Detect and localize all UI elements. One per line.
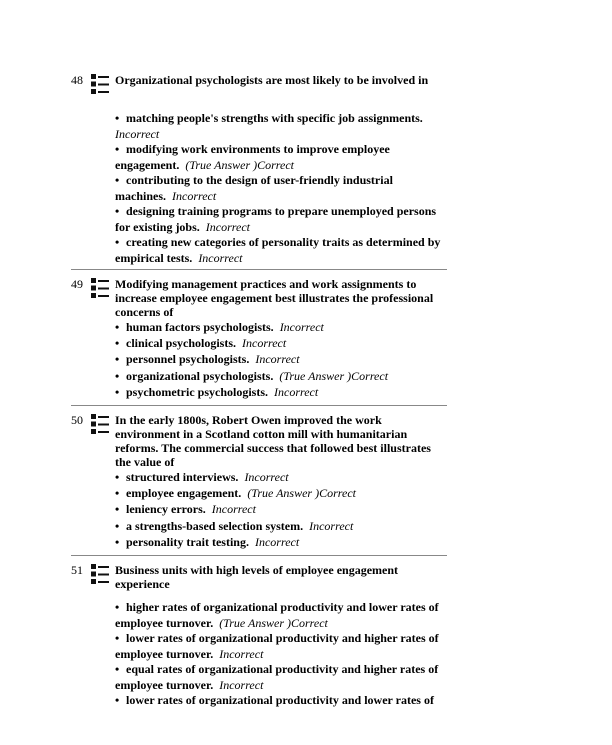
list-icon[interactable] (88, 413, 110, 435)
answer-option[interactable] (115, 600, 445, 631)
answer-option[interactable] (115, 352, 445, 368)
option-text: a strengths-based selection system. (126, 519, 304, 533)
answer-option[interactable] (115, 693, 445, 709)
option-result: Incorrect (254, 535, 300, 549)
bullet-icon: • (115, 470, 120, 484)
answer-option[interactable] (115, 235, 445, 266)
option-text: designing training programs to prepare unemployed persons for existing jobs. (115, 204, 437, 234)
bullet-icon: • (115, 111, 120, 125)
option-text: modifying work environments to improve employee engagement. (115, 142, 390, 172)
bullet-icon: • (115, 173, 120, 187)
option-text: organizational psychologists. (126, 369, 274, 383)
bullet-icon: • (115, 235, 120, 249)
option-text: contributing to the design of user-friendly industrial machines. (115, 173, 393, 203)
answer-option[interactable] (115, 204, 445, 235)
option-result: (True Answer )Correct (279, 369, 389, 383)
bullet-icon: • (115, 502, 120, 516)
answer-option[interactable] (115, 519, 445, 535)
bullet-icon: • (115, 320, 120, 334)
answer-option[interactable] (115, 631, 445, 662)
option-text: lower rates of organizational productivity and higher rates of employee turnover. (115, 631, 439, 661)
bullet-icon: • (115, 336, 120, 350)
bullet-icon: • (115, 519, 120, 533)
bullet-icon: • (115, 204, 120, 218)
option-result: (True Answer )Correct (247, 486, 356, 500)
answer-option[interactable] (115, 320, 445, 336)
option-text: psychometric psychologists. (126, 385, 268, 399)
answer-option[interactable] (115, 336, 445, 352)
question-text: Business units with high levels of employee engagement experience (115, 563, 399, 591)
option-text: employee engagement. (126, 486, 242, 500)
option-result: Incorrect (198, 250, 243, 265)
option-result: Incorrect (219, 677, 264, 692)
bullet-icon: • (115, 693, 120, 707)
answer-option[interactable] (115, 502, 445, 518)
option-text: matching people's strengths with specific job assignments. (126, 111, 423, 125)
question-number: 48 (71, 73, 83, 87)
question-text: Organizational psychologists are most likely to be involved in (115, 73, 429, 87)
bullet-icon: • (115, 142, 120, 156)
option-text: lower rates of organizational productivity and lower rates of (126, 693, 434, 707)
answer-option[interactable] (115, 369, 445, 385)
answer-option[interactable] (115, 173, 445, 204)
list-icon[interactable] (88, 277, 110, 299)
option-result: Incorrect (205, 219, 250, 234)
list-icon[interactable] (88, 73, 110, 95)
option-result: Incorrect (211, 502, 256, 516)
question-number: 50 (71, 413, 83, 427)
bullet-icon: • (115, 631, 120, 645)
option-text: personnel psychologists. (126, 352, 250, 366)
bullet-icon: • (115, 385, 120, 399)
option-text: structured interviews. (126, 470, 239, 484)
answer-option[interactable] (115, 385, 445, 401)
option-result: Incorrect (309, 519, 354, 533)
option-text: higher rates of organizational productivity and lower rates of employee turnover. (115, 600, 439, 630)
option-text: personality trait testing. (126, 535, 249, 549)
question-number: 49 (71, 277, 83, 291)
bullet-icon: • (115, 352, 120, 366)
option-result: Incorrect (255, 352, 300, 366)
bullet-icon: • (115, 535, 120, 549)
question-divider (71, 405, 447, 406)
option-result: Incorrect (279, 320, 324, 334)
bullet-icon: • (115, 600, 120, 614)
option-result: Incorrect (242, 336, 287, 350)
option-result: Incorrect (219, 646, 264, 661)
option-result: Incorrect (274, 385, 319, 399)
question-divider (71, 269, 447, 270)
option-text: equal rates of organizational productivity and higher rates of employee turnover. (115, 662, 439, 692)
option-text: clinical psychologists. (126, 336, 237, 350)
list-icon[interactable] (88, 563, 110, 585)
answer-option[interactable] (115, 111, 445, 142)
question-text: Modifying management practices and work assignments to increase employee engagement best illustrates the professional concerns of (115, 277, 434, 319)
bullet-icon: • (115, 486, 120, 500)
bullet-icon: • (115, 369, 120, 383)
option-text: creating new categories of personality traits as determined by empirical tests. (115, 235, 441, 265)
answer-option[interactable] (115, 470, 445, 486)
option-text: human factors psychologists. (126, 320, 274, 334)
answer-option[interactable] (115, 486, 445, 502)
answer-option[interactable] (115, 535, 445, 551)
question-divider (71, 555, 447, 556)
option-result: Incorrect (115, 126, 160, 141)
option-result: Incorrect (244, 470, 289, 484)
question-text: In the early 1800s, Robert Owen improved the work environment in a Scotland cotton mill with humanitarian reforms. The commercial success that followed best illustrates the value of (115, 413, 431, 469)
answer-option[interactable] (115, 662, 445, 693)
option-result: Incorrect (172, 188, 217, 203)
bullet-icon: • (115, 662, 120, 676)
option-text: leniency errors. (126, 502, 206, 516)
question-number: 51 (71, 563, 83, 577)
answer-option[interactable] (115, 142, 445, 173)
option-result: (True Answer )Correct (219, 615, 328, 630)
option-result: (True Answer )Correct (185, 157, 294, 172)
